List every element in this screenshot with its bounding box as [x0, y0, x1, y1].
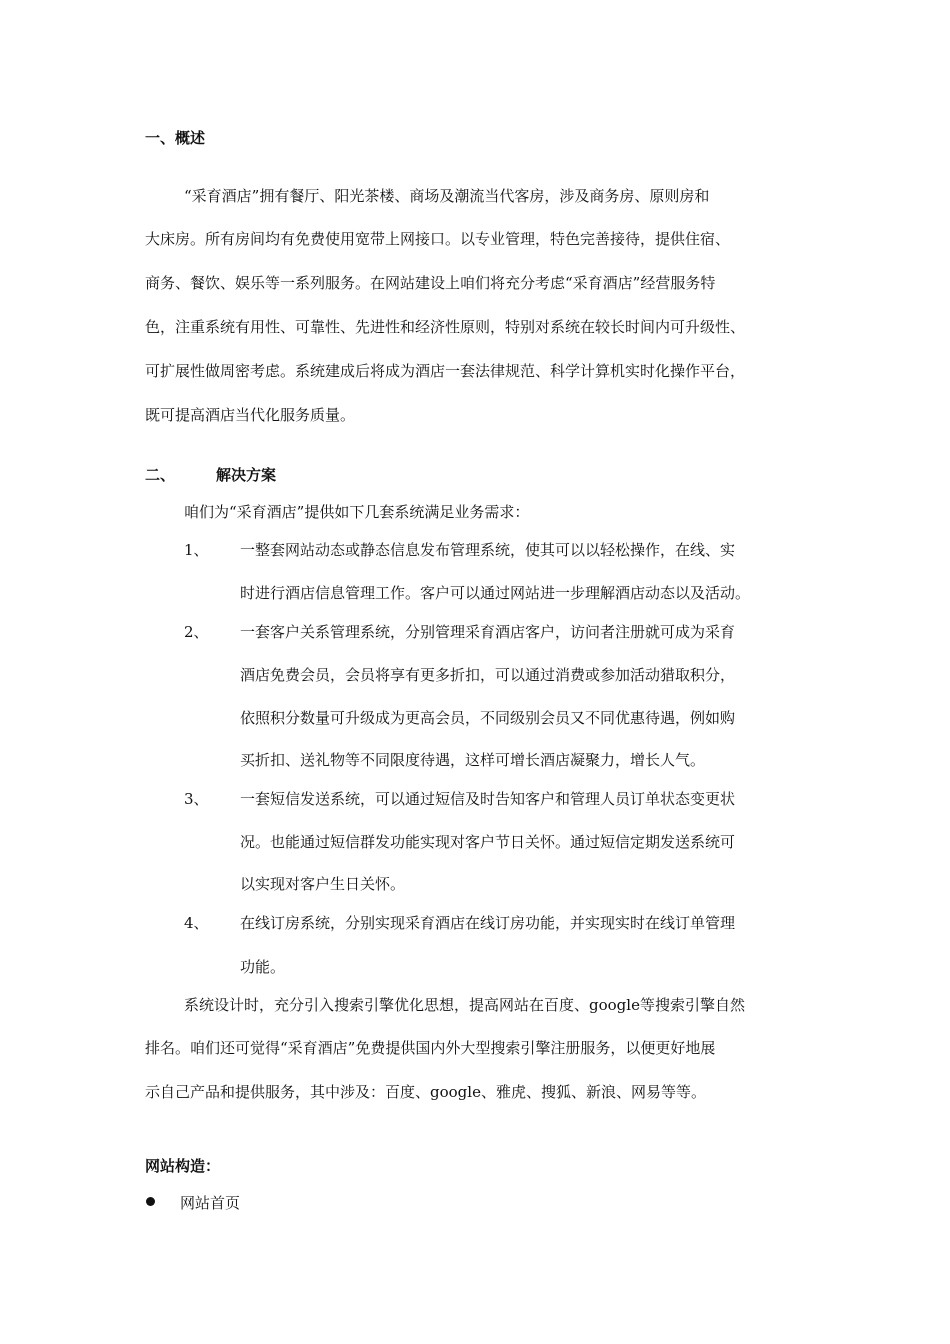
paragraph-line: 大床房。所有房间均有免费使用宽带上网接口。以专业管理，特色完善接待，提供住宿、: [145, 230, 731, 248]
list-item-line: 依照积分数量可升级成为更高会员，不同级别会员又不同优惠待遇，例如购: [240, 709, 736, 727]
list-item-line: 在线订房系统，分别实现采育酒店在线订房功能，并实现实时在线订单管理: [240, 914, 736, 932]
paragraph-line: 色，注重系统有用性、可靠性、先进性和经济性原则，特别对系统在较长时间内可升级性、: [145, 318, 746, 336]
list-item-number: 3、: [184, 790, 209, 808]
paragraph-line: “采育酒店”拥有餐厅、阳光茶楼、商场及潮流当代客房，涉及商务房、原则房和: [184, 187, 710, 205]
list-item-line: 时进行酒店信息管理工作。客户可以通过网站进一步理解酒店动态以及活动。: [240, 584, 751, 602]
list-item-line: 酒店免费会员，会员将享有更多折扣，可以通过消费或参加活动猎取积分，: [240, 666, 736, 684]
list-item-line: 功能。: [240, 958, 286, 976]
section-heading-overview: 一、概述: [145, 129, 206, 147]
bullet-dot-icon: [146, 1197, 155, 1206]
paragraph-line: 可扩展性做周密考虑。系统建成后将成为酒店一套法律规范、科学计算机实时化操作平台，: [145, 362, 746, 380]
list-item-number: 2、: [184, 623, 209, 641]
section-heading-solution: 解决方案: [216, 466, 277, 484]
list-item-line: 况。也能通过短信群发功能实现对客户节日关怀。通过短信定期发送系统可: [240, 833, 736, 851]
paragraph-line: 商务、餐饮、娱乐等一系列服务。在网站建设上咱们将充分考虑“采育酒店”经营服务特: [145, 274, 716, 292]
bullet-item-label: 网站首页: [180, 1194, 241, 1212]
list-item-line: 以实现对客户生日关怀。: [240, 875, 406, 893]
paragraph-line: 系统设计时，充分引入搜索引擎优化思想，提高网站在百度、google等搜索引擎自然: [184, 996, 745, 1014]
section-heading-number: 二、: [145, 466, 176, 484]
paragraph-line: 示自己产品和提供服务，其中涉及：百度、google、雅虎、搜狐、新浪、网易等等。: [145, 1083, 706, 1101]
list-item-line: 一套客户关系管理系统，分别管理采育酒店客户，访问者注册就可成为采育: [240, 623, 736, 641]
list-item-line: 买折扣、送礼物等不同限度待遇，这样可增长酒店凝聚力，增长人气。: [240, 751, 706, 769]
section-intro: 咱们为“采育酒店”提供如下几套系统满足业务需求：: [184, 503, 530, 521]
section-heading-site-structure: 网站构造：: [145, 1157, 221, 1175]
paragraph-line: 既可提高酒店当代化服务质量。: [145, 406, 356, 424]
paragraph-line: 排名。咱们还可觉得“采育酒店”免费提供国内外大型搜索引擎注册服务，以便更好地展: [145, 1039, 716, 1057]
list-item-line: 一套短信发送系统，可以通过短信及时告知客户和管理人员订单状态变更状: [240, 790, 736, 808]
list-item-number: 4、: [184, 914, 209, 932]
list-item-line: 一整套网站动态或静态信息发布管理系统，使其可以以轻松操作，在线、实: [240, 541, 736, 559]
list-item-number: 1、: [184, 541, 209, 559]
